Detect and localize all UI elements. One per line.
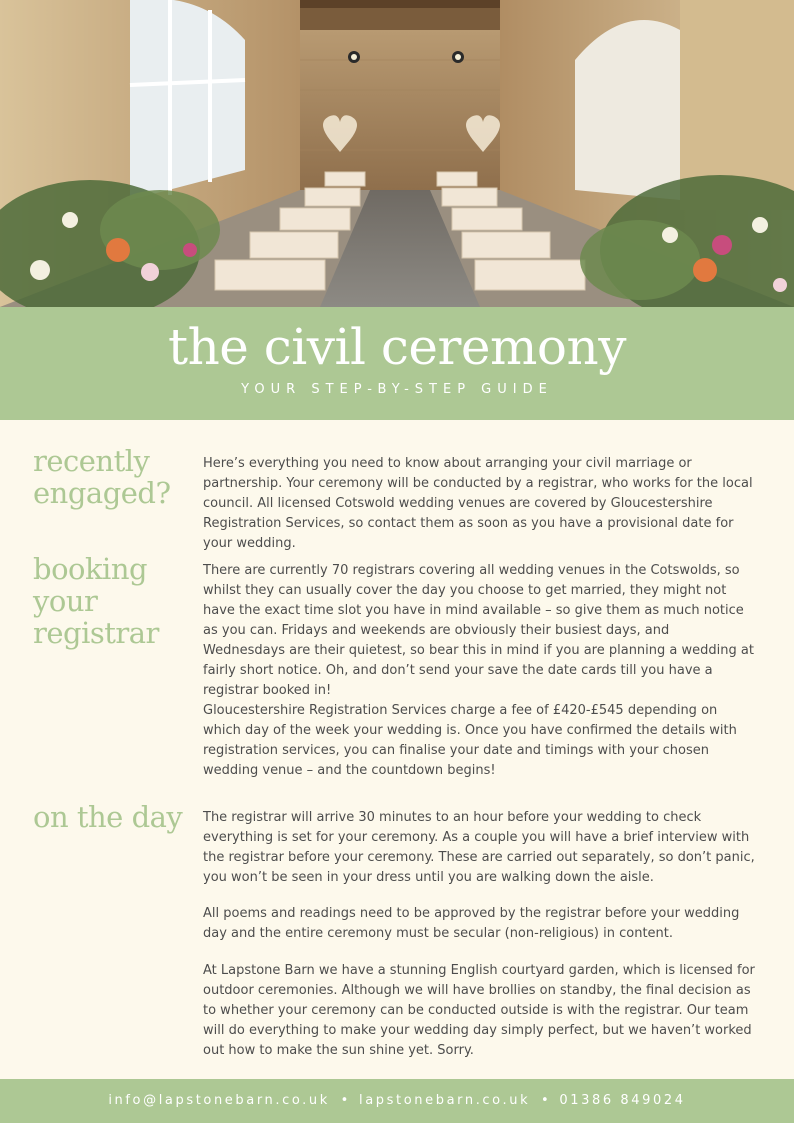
section-heading-booking-registrar: booking your registrar — [33, 552, 159, 650]
footer-phone[interactable]: 01386 849024 — [559, 1093, 686, 1108]
barn-interior-illustration — [0, 0, 794, 307]
section-heading-on-the-day: on the day — [33, 800, 183, 834]
section-paragraph: All poems and readings need to be approved by the registrar before your wedding day and the entire ceremony must be secular (non-religious) in content. — [203, 906, 740, 941]
hero-photo — [0, 0, 794, 307]
section-paragraph: Here’s everything you need to know about arranging your civil marriage or partnership. Your ceremony will be conducted by a registrar, who works for the local council. All licensed Cotswold wedding venues are covered by Gloucestershire Registration Services, so contact them as soon as you have a provisional date for your wedding. — [203, 456, 753, 551]
page-subtitle: YOUR STEP-BY-STEP GUIDE — [241, 382, 553, 397]
section-paragraph: The registrar will arrive 30 minutes to an hour before your wedding to check everything is set for your ceremony. As a couple you will have a brief interview with the registrar before your ceremony. These are carried out separately, so don’t panic, you won’t be seen in your dress until you are walking down the aisle. — [203, 810, 755, 885]
title-banner — [0, 307, 794, 420]
footer-website[interactable]: lapstonebarn.co.uk — [359, 1093, 531, 1108]
section-heading-recently-engaged: recently engaged? — [33, 444, 171, 510]
footer-email[interactable]: info@lapstonebarn.co.uk — [108, 1093, 330, 1108]
page-title: the civil ceremony — [168, 318, 626, 376]
contact-footer — [0, 1079, 794, 1123]
footer-separator: • — [340, 1093, 349, 1108]
section-paragraph: At Lapstone Barn we have a stunning English courtyard garden, which is licensed for outdoor ceremonies. Although we will have brollies on standby, the final decision as to whether your ceremony can be conducted outside is with the registrar. Our team will do everything to make your wedding day simply perfect, but we haven’t worked out how to make the sun shine yet. Sorry. — [203, 963, 755, 1058]
footer-separator: • — [540, 1093, 549, 1108]
section-paragraph: There are currently 70 registrars covering all wedding venues in the Cotswolds, so whilst they can usually cover the day you choose to get married, they might not have the exact time slot you have in mind available – so give them as much notice as you can. Fridays and weekends are obviously their busiest days, and Wednesdays are their quietest, so bear this in mind if you are planning a wedding at fairly short notice. Oh, and don’t send your save the date cards till you have a registrar booked in! — [203, 563, 754, 698]
section-paragraph: Gloucestershire Registration Services charge a fee of £420-£545 depending on which day of the week your wedding is. Once you have confirmed the details with registration services, you can finalise your date and timings with your chosen wedding venue – and the countdown begins! — [203, 703, 737, 778]
